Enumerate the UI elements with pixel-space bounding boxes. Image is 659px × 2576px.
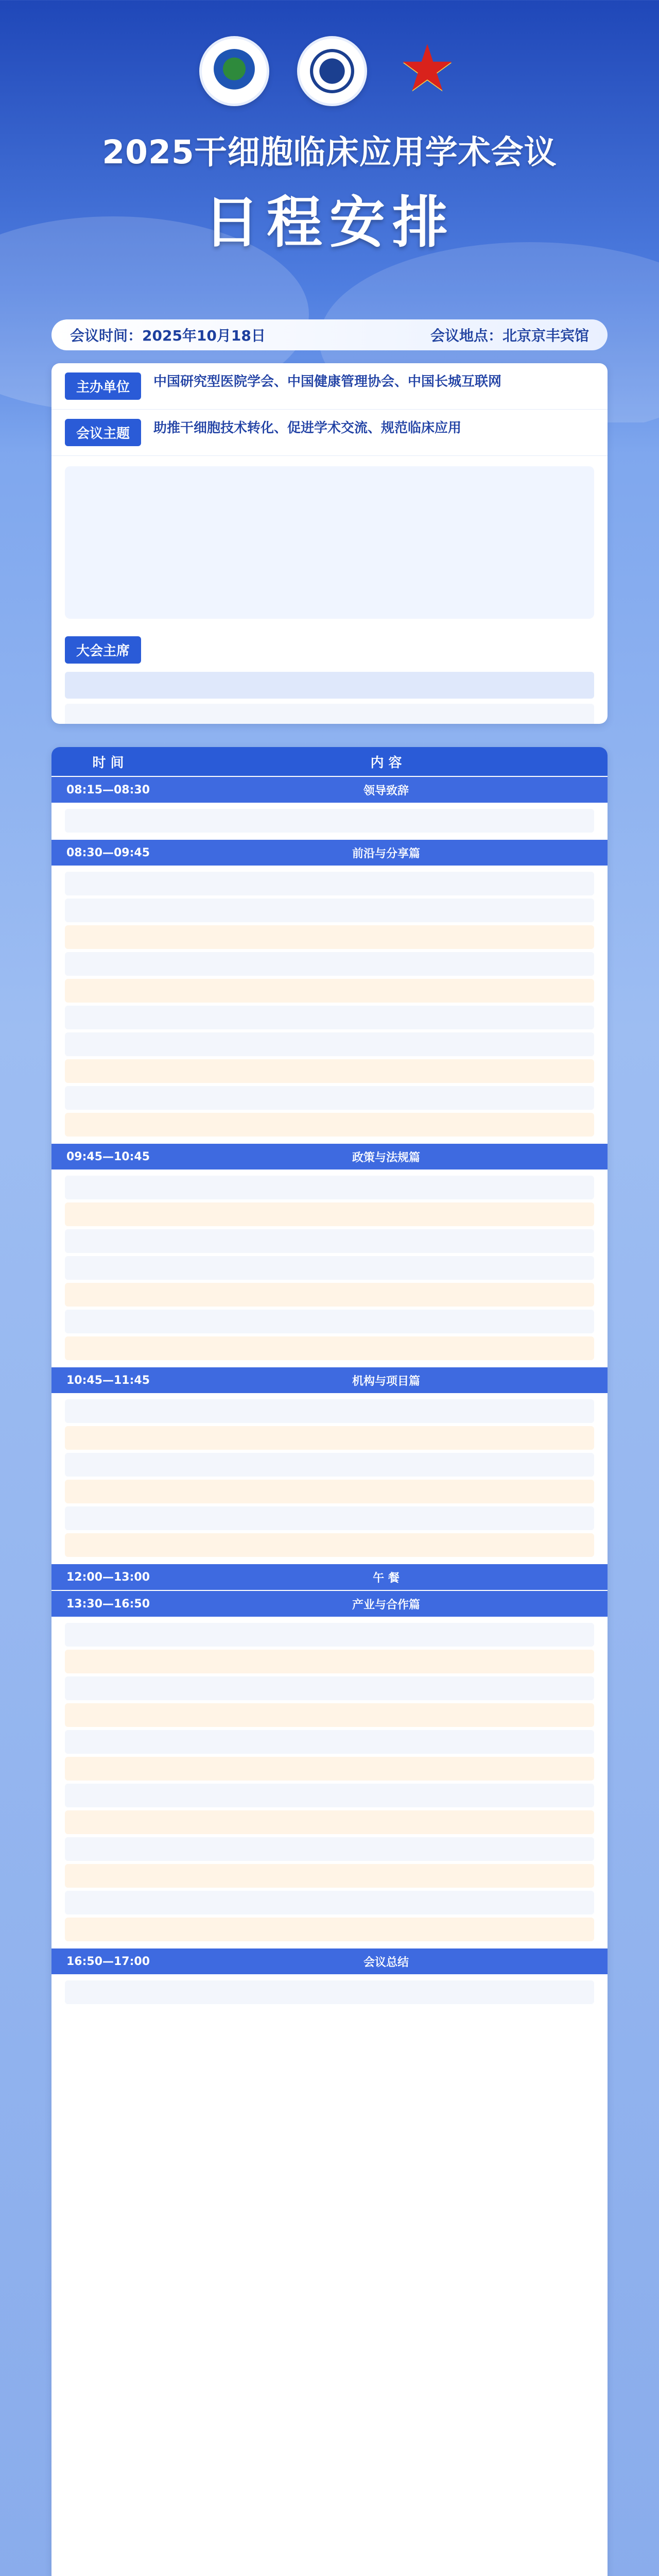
- slot-name: 会议总结: [363, 1956, 409, 1969]
- agenda-row: [65, 1283, 594, 1307]
- logo-row: [0, 31, 659, 106]
- theme-value: 助推干细胞技术转化、促进学术交流、规范临床应用: [153, 420, 462, 436]
- slot-rows: [51, 866, 608, 1143]
- intro-paragraph: [65, 466, 594, 619]
- agenda-row: [65, 1623, 594, 1647]
- slot-time: 09:45—10:45: [66, 1150, 150, 1163]
- agenda-row: [65, 1703, 594, 1727]
- slot-name: 机构与项目篇: [352, 1375, 420, 1388]
- agenda-row: [65, 979, 594, 1003]
- slot-time: 10:45—11:45: [66, 1374, 150, 1387]
- event-venue: 会议地点：北京京丰宾馆: [430, 327, 589, 344]
- agenda-slot: [51, 777, 608, 803]
- agenda-row: [65, 899, 594, 922]
- theme-row: [51, 410, 608, 456]
- slot-name: 前沿与分享篇: [352, 847, 420, 860]
- slot-time: 08:30—09:45: [66, 846, 150, 859]
- agenda-row: [65, 1506, 594, 1530]
- agenda-row: [65, 1006, 594, 1029]
- event-date: 会议时间：2025年10月18日: [70, 327, 266, 344]
- agenda-slot: [51, 1367, 608, 1393]
- agenda-row: [65, 1757, 594, 1781]
- chair-row: [65, 672, 594, 699]
- slot-rows: [51, 803, 608, 839]
- star-logo: ★: [398, 31, 456, 106]
- organizer-card: [51, 363, 608, 724]
- agenda-row: [65, 1399, 594, 1423]
- agenda-row: [65, 1059, 594, 1083]
- slot-name: 领导致辞: [363, 784, 409, 798]
- agenda-row: [65, 1336, 594, 1360]
- agenda-row: [65, 872, 594, 895]
- organizer-tag: 主办单位: [65, 372, 141, 400]
- agenda-row: [65, 1784, 594, 1807]
- agenda-header: [51, 747, 608, 776]
- agenda-row: [65, 1426, 594, 1450]
- slot-time: 12:00—13:00: [66, 1570, 150, 1584]
- agenda-row: [65, 1113, 594, 1137]
- agenda-row: [65, 1086, 594, 1110]
- organizer-logo-1: [199, 36, 269, 106]
- slot-rows: [51, 1393, 608, 1563]
- agenda-row: [65, 1918, 594, 1941]
- event-title: 2025干细胞临床应用学术会议: [102, 133, 557, 171]
- agenda-row: [65, 1533, 594, 1557]
- agenda-slot: [51, 1948, 608, 1974]
- agenda-slot: [51, 1144, 608, 1170]
- agenda-row: [65, 1864, 594, 1888]
- organizer-value: 中国研究型医院学会、中国健康管理协会、中国长城互联网: [153, 374, 502, 389]
- chair-row: [65, 704, 594, 724]
- chairs-tag: 大会主席: [65, 636, 141, 664]
- slot-time: 13:30—16:50: [66, 1597, 150, 1611]
- agenda-row: [65, 1256, 594, 1280]
- slot-rows: [51, 1170, 608, 1366]
- agenda-row: [65, 1810, 594, 1834]
- agenda-row: [65, 1676, 594, 1700]
- agenda-slot: [51, 1591, 608, 1617]
- agenda-row: [65, 1730, 594, 1754]
- agenda-row: [65, 1891, 594, 1914]
- agenda-slot: [51, 1564, 608, 1590]
- agenda-row: [65, 1202, 594, 1226]
- agenda-row: [65, 1032, 594, 1056]
- agenda-row: [65, 1176, 594, 1199]
- agenda-header-content: 内 容: [370, 755, 402, 771]
- slot-rows: [51, 1617, 608, 1947]
- agenda-row: [65, 925, 594, 949]
- slot-name: 政策与法规篇: [352, 1151, 420, 1164]
- agenda-header-time: 时 间: [92, 755, 124, 771]
- agenda-row: [65, 1837, 594, 1861]
- agenda-row: [65, 1480, 594, 1503]
- slot-time: 16:50—17:00: [66, 1955, 150, 1968]
- theme-tag: 会议主题: [65, 419, 141, 446]
- agenda-row: [65, 809, 594, 833]
- slot-name: 产业与合作篇: [352, 1598, 420, 1612]
- organizer-row: [51, 363, 608, 410]
- agenda-row: [65, 1310, 594, 1333]
- slot-time: 08:15—08:30: [66, 783, 150, 796]
- agenda-slot: [51, 840, 608, 866]
- event-subtitle: 日程安排: [203, 191, 455, 255]
- agenda-card: [51, 747, 608, 2576]
- agenda-row: [65, 1229, 594, 1253]
- event-meta-bar: [51, 319, 608, 350]
- agenda-row: [65, 1453, 594, 1477]
- agenda-row: [65, 1980, 594, 2004]
- agenda-row: [65, 952, 594, 976]
- organizer-logo-2: [297, 36, 367, 106]
- chairs-heading: [51, 629, 608, 667]
- slot-name: 午 餐: [373, 1571, 400, 1585]
- slot-rows: [51, 1974, 608, 2010]
- agenda-row: [65, 1650, 594, 1673]
